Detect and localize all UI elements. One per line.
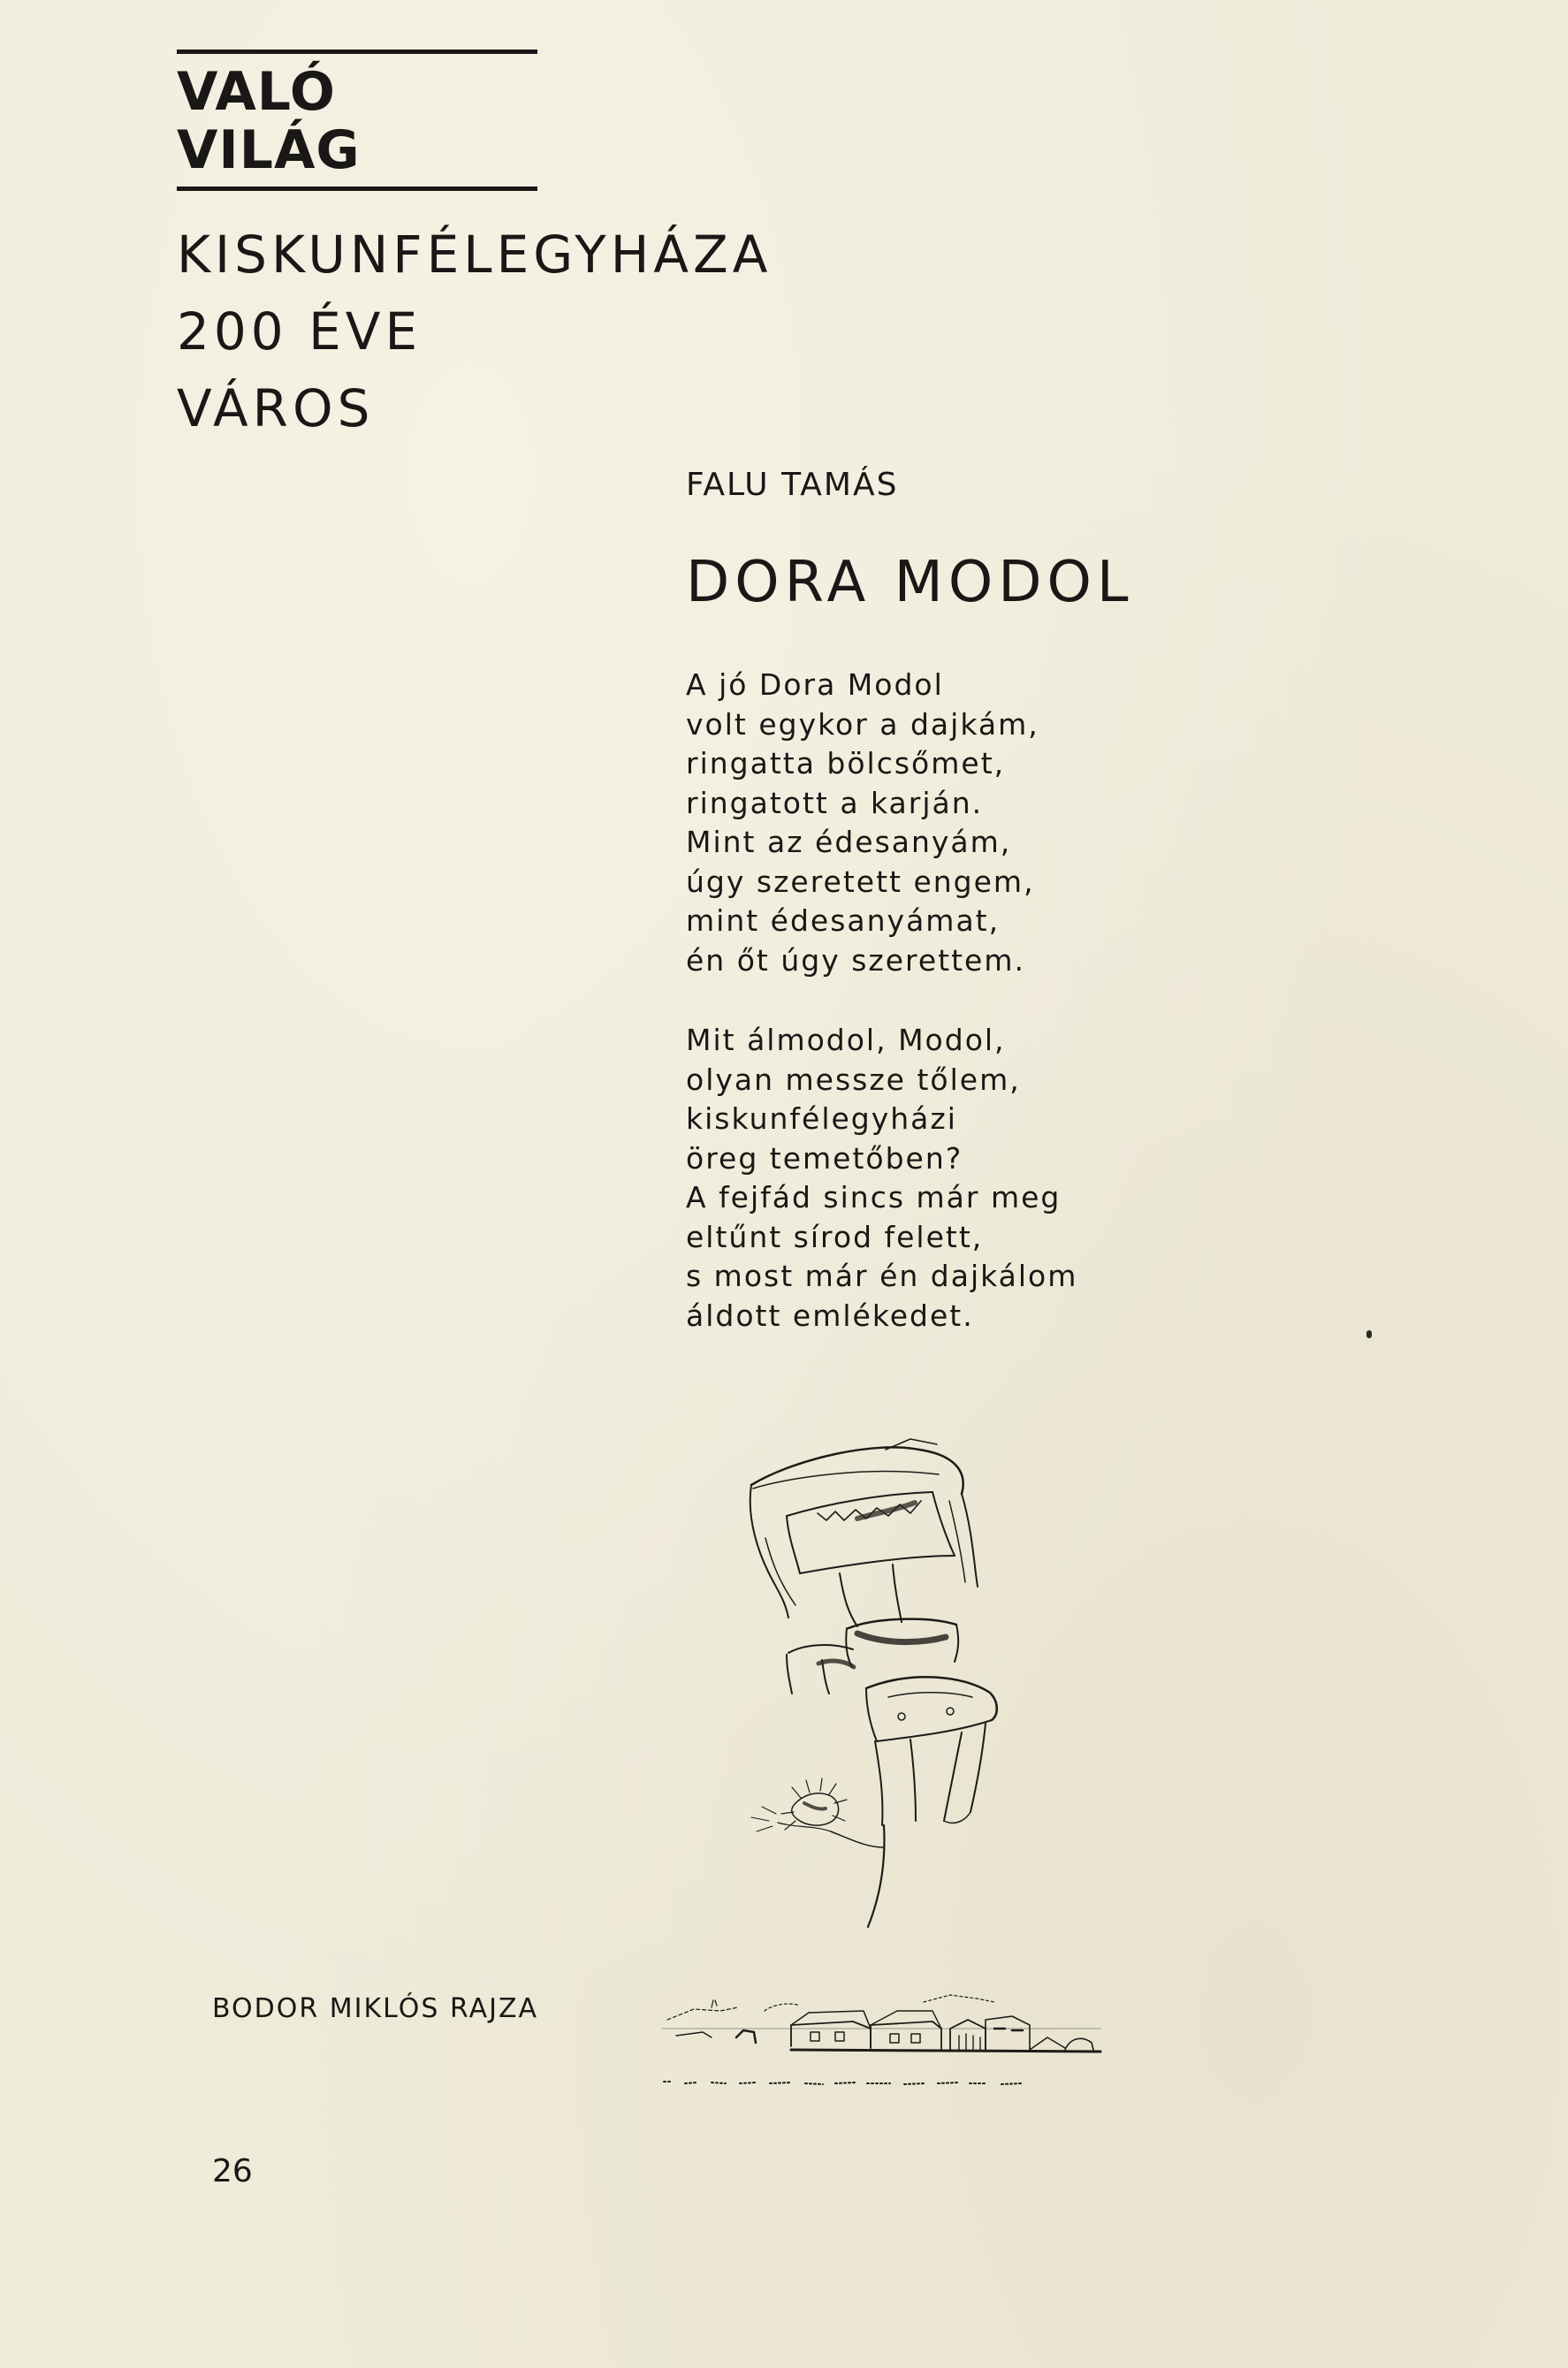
poem-line: én őt úgy szerettem.	[686, 942, 1025, 978]
poem-line: kiskunfélegyházi	[686, 1101, 957, 1136]
poem-line: A jó Dora Modol	[686, 667, 944, 702]
poem-line: eltűnt sírod felett,	[686, 1219, 984, 1254]
poem-line: volt egykor a dajkám,	[686, 706, 1039, 742]
furniture-sketch-illustration	[734, 1432, 1069, 1945]
poem-stanza	[686, 666, 1039, 980]
masthead-title: VALÓ VILÁG	[177, 61, 361, 181]
poem-line: Mit álmodol, Modol,	[686, 1023, 1006, 1057]
section-title-line: VÁROS	[177, 378, 375, 438]
masthead	[177, 49, 537, 191]
poem-title: DORA MODOL	[686, 550, 1134, 615]
section-title-line: 200 ÉVE	[177, 301, 422, 362]
section-title	[177, 217, 772, 447]
ink-speck	[1366, 1330, 1372, 1338]
illustration-credit: BODOR MIKLÓS RAJZA	[212, 1993, 539, 2024]
poem-line: Mint az édesanyám,	[686, 825, 1012, 859]
section-title-line: KISKUNFÉLEGYHÁZA	[177, 225, 773, 285]
poem-line: mint édesanyámat,	[686, 903, 1001, 938]
poem-line: úgy szeretett engem,	[686, 864, 1035, 899]
poem-line: öreg temetőben?	[686, 1140, 963, 1176]
poem-stanza	[686, 1021, 1077, 1336]
poem-line: s most már én dajkálom	[686, 1259, 1078, 1293]
page-number: 26	[212, 2153, 253, 2189]
poem-line: áldott emlékedet.	[686, 1298, 974, 1333]
poem-line: A fejfád sincs már meg	[686, 1180, 1062, 1214]
poem-line: olyan messze tőlem,	[686, 1062, 1021, 1097]
poem-line: ringatott a karján.	[686, 785, 984, 820]
poem-author: FALU TAMÁS	[686, 467, 899, 503]
poem-line: ringatta bölcsőmet,	[686, 746, 1006, 780]
village-sketch-illustration	[658, 1967, 1109, 2099]
